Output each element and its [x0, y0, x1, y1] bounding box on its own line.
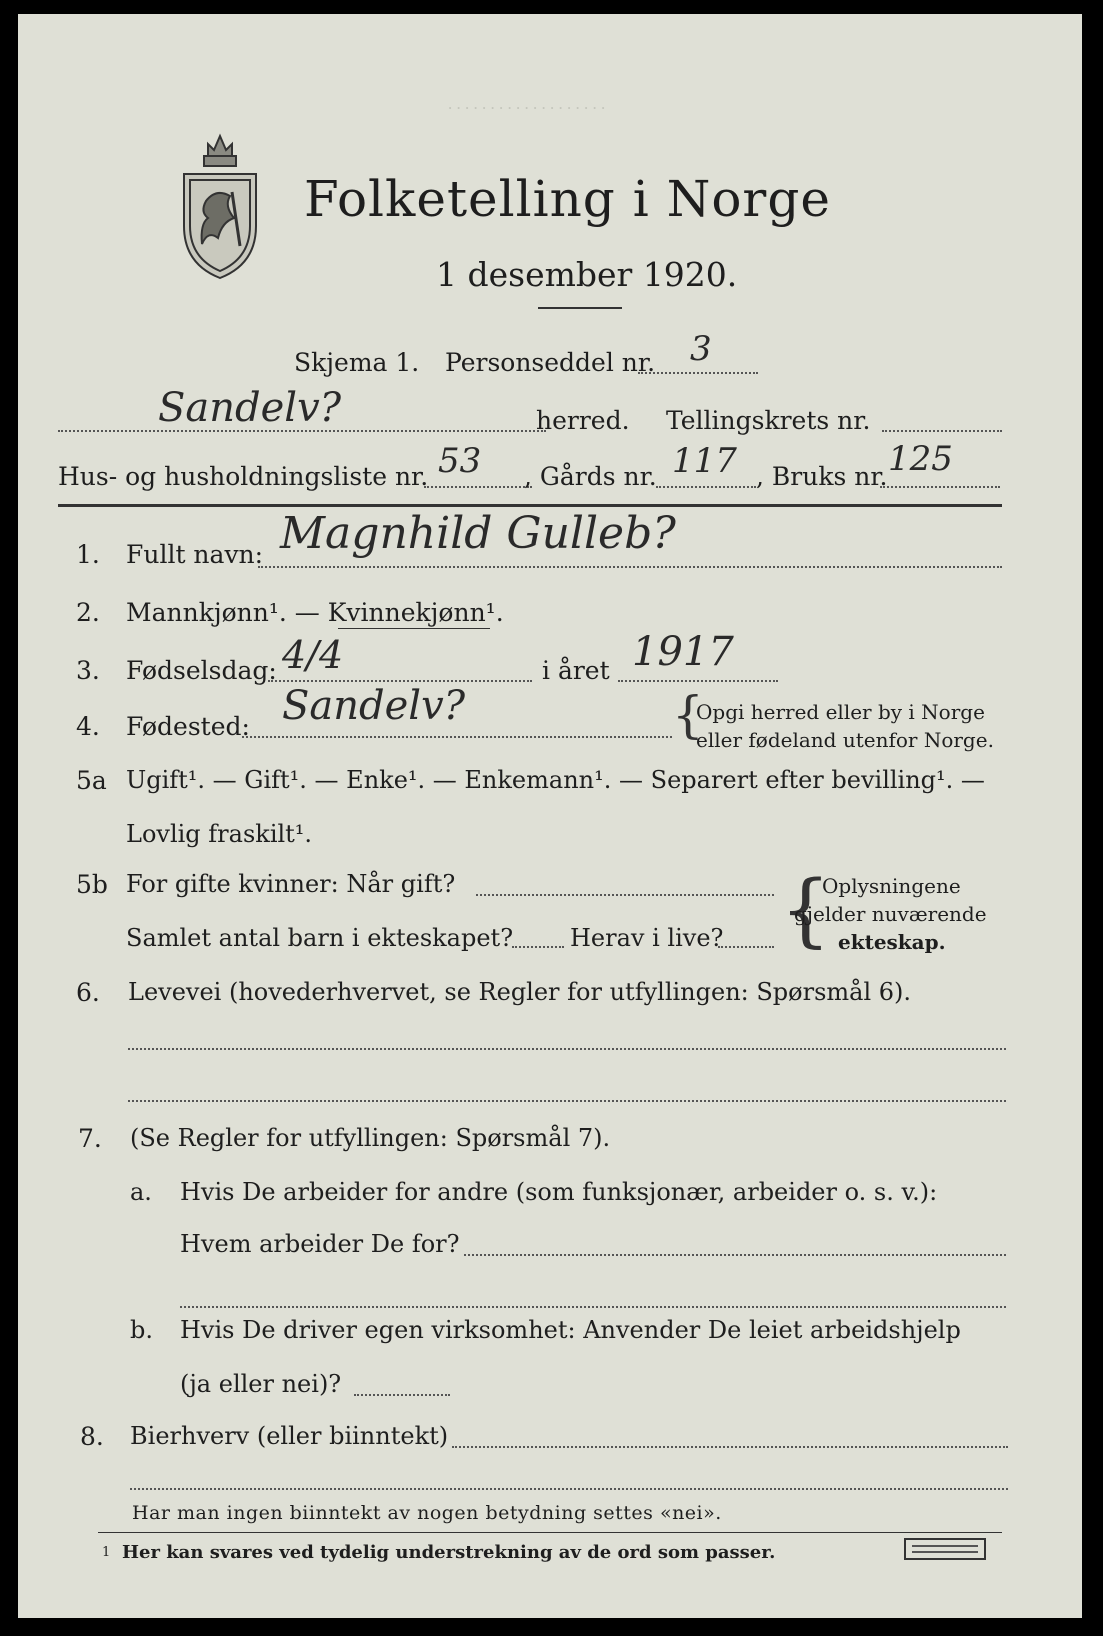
q1-number: 1. [76, 540, 100, 569]
q7b-label-1: Hvis De driver egen virksomhet: Anvender De leiet arbeidshjelp [180, 1316, 961, 1344]
title-divider [538, 307, 622, 309]
q5b-note-line3: ekteskap. [838, 930, 946, 954]
q4-note-line1: Opgi herred eller by i Norge [696, 700, 985, 724]
q8-number: 8. [80, 1422, 104, 1451]
q5b-label-3: Herav i live? [570, 924, 724, 952]
personseddel-value[interactable]: 3 [690, 329, 712, 369]
show-through-text: . . . . . . . . . . . . . . . . . . . [448, 94, 606, 113]
gards-label: , Gårds nr. [524, 462, 657, 491]
bruks-value[interactable]: 125 [888, 439, 953, 479]
q5a-label: Ugift¹. — Gift¹. — Enke¹. — Enkemann¹. — Separert efter bevilling¹. — [126, 766, 985, 794]
q1-line [258, 566, 1002, 568]
personseddel-label: Personseddel nr. [445, 348, 656, 377]
q8-line-2 [130, 1488, 1008, 1490]
q7a-line-1 [464, 1254, 1006, 1256]
q2-underline-kvinnekjonn [338, 628, 490, 629]
q7a-label-1: Hvis De arbeider for andre (som funksjonær, arbeider o. s. v.): [180, 1178, 938, 1206]
footnote-rule [98, 1532, 1002, 1533]
personseddel-line [638, 372, 758, 374]
nei-note: Har man ingen biinntekt av nogen betydning settes «nei». [132, 1502, 722, 1524]
hus-value[interactable]: 53 [438, 441, 482, 481]
q7a-label-2: Hvem arbeider De for? [180, 1230, 460, 1258]
census-form-sheet [18, 14, 1082, 1618]
hus-label: Hus- og husholdningsliste nr. [58, 462, 429, 491]
q7-label: (Se Regler for utfyllingen: Spørsmål 7). [130, 1124, 611, 1152]
q5a-number: 5a [76, 766, 107, 795]
q4-label: Fødested: [126, 712, 250, 741]
q4-line [242, 736, 672, 738]
q6-label: Levevei (hovederhvervet, se Regler for utfyllingen: Spørsmål 6). [128, 978, 912, 1006]
header-rule [58, 504, 1002, 507]
q5a-label-2: Lovlig fraskilt¹. [126, 820, 313, 848]
tellingskrets-label: Tellingskrets nr. [666, 406, 871, 435]
q4-number: 4. [76, 712, 100, 741]
q5b-number: 5b [76, 870, 108, 899]
q4-value[interactable]: Sandelv? [282, 683, 466, 729]
q6-line-2 [128, 1100, 1006, 1102]
q5b-brace: { [780, 863, 831, 956]
q5b-children-line [512, 946, 564, 948]
q1-label: Fullt navn: [126, 540, 264, 569]
q3-value[interactable]: 4/4 [282, 633, 344, 677]
q7b-letter: b. [130, 1316, 153, 1344]
bruks-label: , Bruks nr. [756, 462, 888, 491]
q7a-letter: a. [130, 1178, 152, 1206]
q2-number: 2. [76, 598, 100, 627]
printer-mark-icon [904, 1538, 986, 1560]
q3-line [268, 680, 532, 682]
q4-note-line2: eller fødeland utenfor Norge. [696, 728, 994, 752]
q8-line-1 [452, 1446, 1008, 1448]
q3-year-label: i året [542, 656, 610, 685]
q8-label: Bierhverv (eller biinntekt) [130, 1422, 449, 1450]
q3-year-line [618, 680, 778, 682]
footnote-text: Her kan svares ved tydelig understrekning av de ord som passer. [122, 1542, 776, 1563]
footnote-number: 1 [102, 1545, 111, 1560]
q3-year-value[interactable]: 1917 [632, 629, 734, 675]
q5b-note-line2: gjelder nuværende [794, 902, 987, 926]
census-date: 1 desember 1920. [436, 255, 738, 294]
q5b-alive-line [718, 946, 774, 948]
q7b-line [354, 1394, 450, 1396]
q7a-line-2 [180, 1306, 1006, 1308]
herred-value[interactable]: Sandelv? [158, 385, 342, 431]
q2-label: Mannkjønn¹. — Kvinnekjønn¹. [126, 598, 504, 627]
gards-line [656, 486, 756, 488]
coat-of-arms-icon [178, 126, 262, 282]
q3-number: 3. [76, 656, 100, 685]
hus-line [424, 486, 532, 488]
q3-label: Fødselsdag: [126, 656, 277, 685]
q5b-label-1: For gifte kvinner: Når gift? [126, 870, 456, 898]
q7-number: 7. [78, 1124, 102, 1153]
gards-value[interactable]: 117 [672, 441, 737, 481]
tellingskrets-line [882, 430, 1002, 432]
bruks-line [880, 486, 1000, 488]
form-title: Folketelling i Norge [304, 170, 831, 228]
q6-line-1 [128, 1048, 1006, 1050]
q6-number: 6. [76, 978, 100, 1007]
schema-label: Skjema 1. [294, 348, 420, 377]
q5b-label-2: Samlet antal barn i ekteskapet? [126, 924, 514, 952]
q7b-label-2: (ja eller nei)? [180, 1370, 342, 1398]
herred-label: herred. [536, 406, 630, 435]
q5b-note-line1: Oplysningene [822, 874, 961, 898]
q4-brace: { [672, 686, 704, 744]
q5b-when-married-line [476, 894, 774, 896]
q1-value[interactable]: Magnhild Gulleb? [280, 508, 676, 559]
